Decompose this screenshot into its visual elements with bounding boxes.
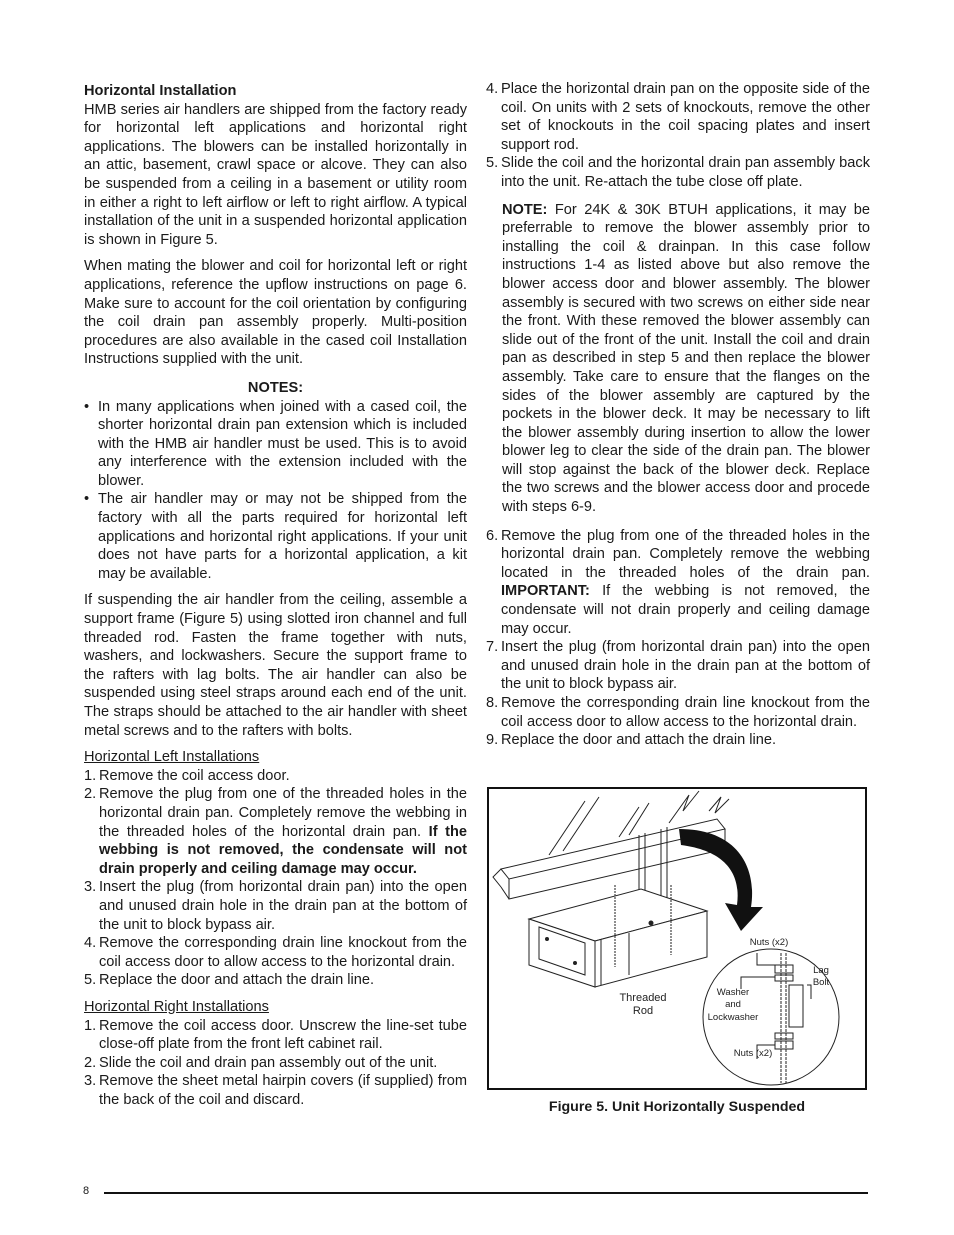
horizontal-right-steps (84, 1017, 467, 1110)
label-and: and (725, 999, 741, 1010)
label-washer: Washer (716, 987, 750, 998)
step-item: 3. Insert the plug (from horizontal drain pan) into the open and unused drain hole in the drain pan at the bottom of the unit to block bypass air. (84, 879, 467, 933)
notes-list (84, 398, 467, 584)
right-column (486, 80, 870, 750)
horizontal-right-steps-final (486, 527, 870, 750)
label-nuts-bottom: Nuts (x2) (733, 1048, 773, 1059)
horizontal-right-heading: Horizontal Right Installations (84, 998, 269, 1015)
figure-caption: Figure 5. Unit Horizontally Suspended (548, 1099, 806, 1115)
horizontal-right-steps-continued (486, 80, 870, 192)
horizontal-left-heading: Horizontal Left Installations (84, 749, 260, 766)
paragraph-mating: When mating the blower and coil for horizontal left or right applications, reference the upflow instructions on page 6. Make sure to account for the coil orientation by configuring the coil drain pan assembly properly. Multi-position procedures are also available in the cased coil Installation Instructions supplied with the unit. (84, 258, 467, 368)
note-item: • The air handler may or may not be shipped from the factory with all the parts required for horizontal left applications and horizontal right applications. If your unit does not have parts for a horizontal application, a kit may be available. (84, 490, 467, 583)
label-lag: Lag (813, 965, 829, 976)
detail-circle (703, 949, 839, 1085)
step-item: 1. Remove the coil access door. Unscrew the line-set tube close-off plate from the front left cabinet rail. (84, 1017, 467, 1053)
step-item: 9. Replace the door and attach the drain line. (486, 732, 777, 749)
suspended-unit-illustration (489, 789, 865, 1088)
figure-unit-suspended (487, 787, 867, 1090)
label-bolt: Bolt (812, 977, 830, 988)
air-handler-unit (529, 889, 707, 987)
label-lockwasher: Lockwasher (707, 1012, 759, 1023)
notes-heading: NOTES: (247, 379, 304, 396)
step-item: 2. Remove the plug from one of the threaded holes in the horizontal drain pan. Completely remove the webbing in the threaded holes of the horizontal drain pan. If the webbing is not removed, the condensate will not drain properly and ceiling damage may occur. (84, 786, 467, 877)
step-item: 5. Replace the door and attach the drain line. (84, 972, 375, 989)
page-number: 8 (83, 1185, 90, 1197)
step-item: 8. Remove the corresponding drain line knockout from the coil access door to allow access to the horizontal drain. (486, 695, 870, 730)
step-item: 1. Remove the coil access door. (84, 767, 290, 784)
section-heading: Horizontal Installation (84, 83, 237, 99)
note-item: • In many applications when joined with a cased coil, the shorter horizontal drain pan extension which is included with the HMB air handler must be used. This is to avoid any interference with the extension included with the blower. (84, 398, 467, 491)
step-item: 3. Remove the sheet metal hairpin covers (if supplied) from the back of the coil and discard. (84, 1073, 467, 1108)
horizontal-left-steps (84, 767, 467, 990)
label-threaded: Threaded (619, 992, 667, 1004)
label-rod: Rod (632, 1005, 654, 1017)
blower-note: NOTE: For 24K & 30K BTUH applications, it may be preferrable to remove the blower assembly prior to installing the coil & drainpan. In this case follow instructions 1-4 as listed above but also remove the blower access door and blower assembly. The blower assembly is secured with two screws on either side near the front. With these removed the blower assembly can slide out of the front of the unit. Install the coil and drain pan as described in step 5 and then replace the blower assembly. Take care to ensure that the flanges on the sides of the blower assembly are captured by the pockets in the blower deck. It may be necessary to lift the blower assembly during insertion to allow the lower blower leg to clear the side of the drain pan. The blower will stop against the back of the blower deck. Replace the two screws and the blower access door and procede with steps 6-9. (502, 201, 870, 516)
paragraph-suspending: If suspending the air handler from the ceiling, assemble a support frame (Figure 5) using slotted iron channel and full threaded rod. Fasten the frame together with nuts, washers, and lockwashers. Secure the support frame to the rafters with lag bolts. The air handler can also be suspended using steel straps around each end of the unit. The straps should be attached to the air handler with sheet metal screws and to the rafters with bolts. (84, 592, 467, 739)
step-item: 4. Remove the corresponding drain line knockout from the coil access door to allow access to the horizontal drain. (84, 935, 467, 970)
step-item: 6. Remove the plug from one of the threaded holes in the horizontal drain pan. Completely remove the webbing located in the threaded holes of the drain pan. IMPORTANT: If the webbing is not removed, the condensate will not drain properly and ceiling damage may occur. (486, 527, 870, 637)
step-item: 2. Slide the coil and drain pan assembly out of the unit. (84, 1054, 438, 1071)
step-item: 5. Slide the coil and the horizontal drain pan assembly back into the unit. Re-attach the tube close off plate. (486, 155, 870, 190)
footer-rule (104, 1192, 868, 1194)
step-item: 4. Place the horizontal drain pan on the opposite side of the coil. On units with 2 sets of knockouts, remove the other set of knockouts in the coil spacing plates and insert support rod. (486, 81, 870, 153)
step-item: 7. Insert the plug (from horizontal drain pan) into the open and unused drain hole in the drain pan at the bottom of the unit to block bypass air. (486, 639, 870, 693)
left-column (84, 80, 467, 1109)
paragraph-intro: HMB series air handlers are shipped from the factory ready for horizontal left applications and horizontal right applications. The blowers can be installed horizontally in an attic, basement, crawl space or alcove. They can also be suspended from a ceiling in a basement or utility room in either a right to left airflow or left to right airflow. A typical installation of the unit in a suspended horizontal application is shown in Figure 5. (84, 101, 467, 248)
label-nuts-top: Nuts (x2) (749, 937, 789, 948)
